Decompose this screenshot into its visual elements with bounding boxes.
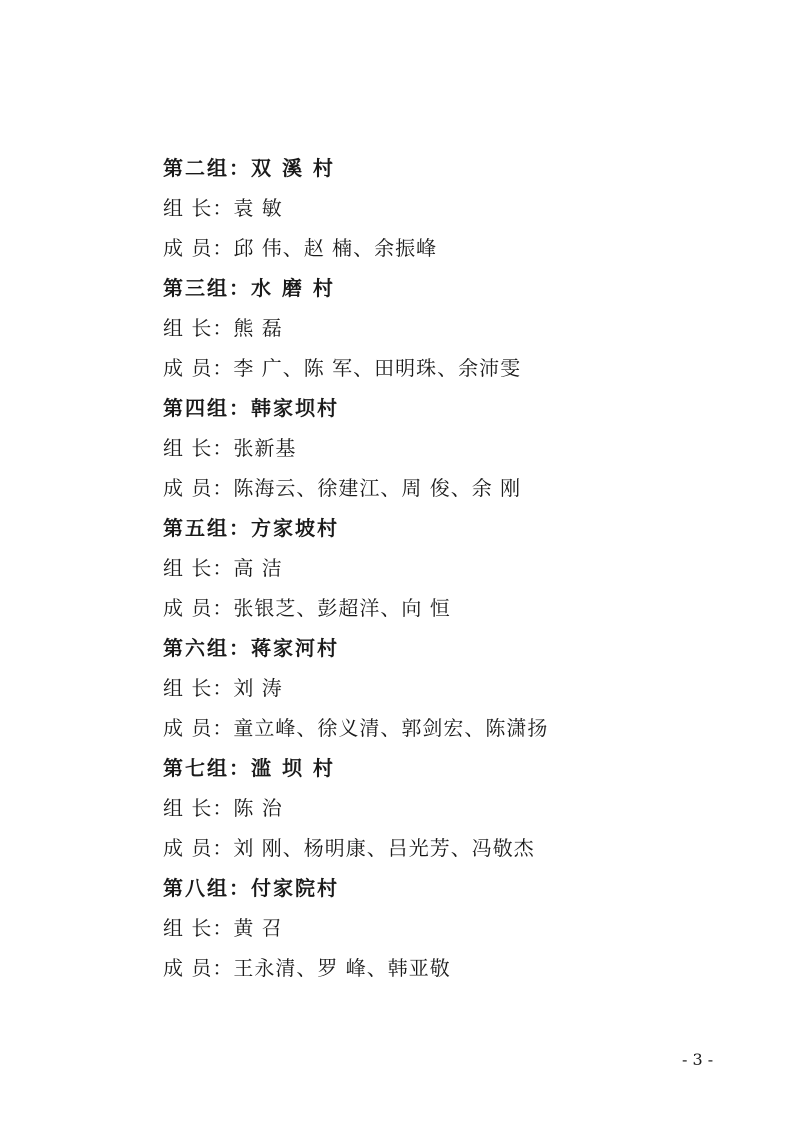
leader-label: 组 长： <box>163 676 234 700</box>
group-title: 第七组：滥 坝 村 <box>163 756 335 780</box>
members-label: 成 员： <box>163 476 234 500</box>
leader-name: 张新基 <box>233 436 297 460</box>
members-names: 王永清、罗 峰、韩亚敬 <box>233 956 451 980</box>
members-line <box>163 228 723 268</box>
leader-name: 刘 涛 <box>233 676 283 700</box>
group-title: 第八组：付家院村 <box>163 876 339 900</box>
leader-label: 组 长： <box>163 556 234 580</box>
leader-label: 组 长： <box>163 316 234 340</box>
members-label: 成 员： <box>163 836 234 860</box>
members-line <box>163 948 723 988</box>
leader-label: 组 长： <box>163 196 234 220</box>
group-list <box>163 148 723 988</box>
leader-label: 组 长： <box>163 436 234 460</box>
members-line <box>163 468 723 508</box>
members-line <box>163 828 723 868</box>
page-number: - 3 - <box>682 1050 714 1069</box>
members-label: 成 员： <box>163 236 234 260</box>
leader-label: 组 长： <box>163 796 234 820</box>
members-names: 张银芝、彭超洋、向 恒 <box>233 596 451 620</box>
leader-line <box>163 908 723 948</box>
leader-line <box>163 788 723 828</box>
group-title: 第四组：韩家坝村 <box>163 396 339 420</box>
leader-line <box>163 548 723 588</box>
members-line <box>163 348 723 388</box>
leader-line <box>163 188 723 228</box>
members-names: 李 广、陈 军、田明珠、余沛雯 <box>233 356 522 380</box>
leader-name: 袁 敏 <box>233 196 283 220</box>
members-label: 成 员： <box>163 716 234 740</box>
members-names: 邱 伟、赵 楠、余振峰 <box>233 236 438 260</box>
leader-name: 高 洁 <box>233 556 283 580</box>
members-names: 童立峰、徐义清、郭剑宏、陈潇扬 <box>233 716 549 740</box>
leader-name: 熊 磊 <box>233 316 283 340</box>
members-names: 刘 刚、杨明康、吕光芳、冯敬杰 <box>233 836 535 860</box>
leader-line <box>163 308 723 348</box>
members-line <box>163 588 723 628</box>
group-title: 第五组：方家坡村 <box>163 516 339 540</box>
members-label: 成 员： <box>163 596 234 620</box>
leader-name: 黄 召 <box>233 916 283 940</box>
group-title: 第三组：水 磨 村 <box>163 276 335 300</box>
group-title: 第二组：双 溪 村 <box>163 156 335 180</box>
leader-line <box>163 428 723 468</box>
leader-name: 陈 治 <box>233 796 283 820</box>
leader-line <box>163 668 723 708</box>
members-names: 陈海云、徐建江、周 俊、余 刚 <box>233 476 522 500</box>
members-line <box>163 708 723 748</box>
leader-label: 组 长： <box>163 916 234 940</box>
group-title: 第六组：蒋家河村 <box>163 636 339 660</box>
members-label: 成 员： <box>163 956 234 980</box>
members-label: 成 员： <box>163 356 234 380</box>
